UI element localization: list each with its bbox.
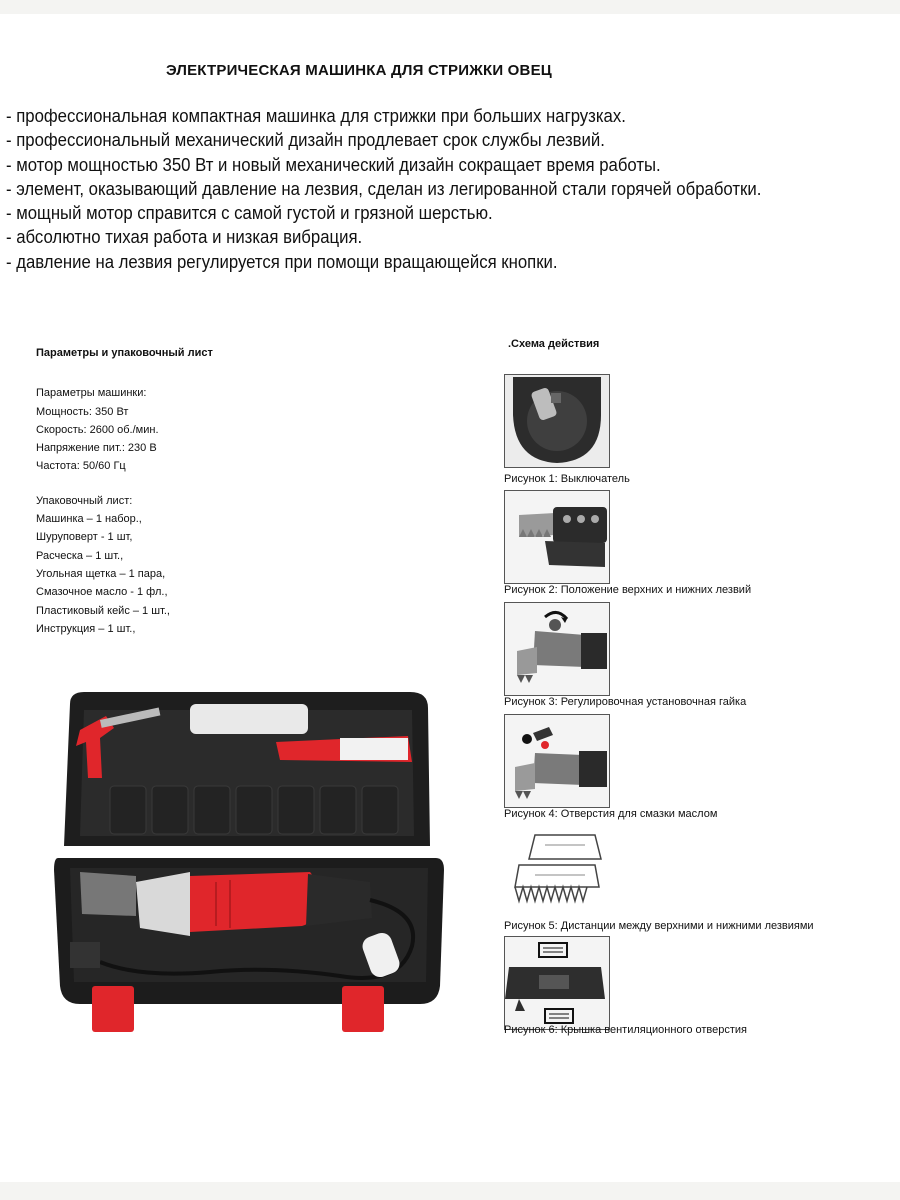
vent-cover-photo — [504, 936, 610, 1030]
clipper-head — [136, 872, 190, 936]
oil-holes-photo — [504, 714, 610, 808]
param-line: Мощность: 350 Вт — [36, 405, 129, 418]
packing-item: Расческа – 1 шт., — [36, 549, 124, 562]
param-line: Напряжение пит.: 230 В — [36, 442, 157, 455]
blade-gap-diagram — [504, 824, 610, 918]
case-handle-label — [190, 704, 308, 734]
packing-item: Угольная щетка – 1 пара, — [36, 567, 166, 580]
switch-photo — [504, 374, 610, 468]
bottom-edge — [0, 1182, 900, 1200]
feature-item: - элемент, оказывающий давление на лезвия, сделан из легированной стали горячей обработки. — [6, 178, 762, 199]
feature-list — [6, 104, 896, 274]
case-illustration — [40, 686, 460, 1036]
feature-item: - профессиональный механический дизайн продлевает срок службы лезвий. — [6, 130, 605, 151]
latch-right — [342, 986, 384, 1032]
feature-item: - мощный мотор справится с самой густой и грязной шерстью. — [6, 203, 493, 224]
feature-item: - давление на лезвия регулируется при помощи вращающейся кнопки. — [6, 251, 558, 272]
machine-params-heading: Параметры машинки: — [36, 387, 147, 400]
packing-item: Шуруповерт - 1 шт, — [36, 531, 133, 544]
param-line: Скорость: 2600 об./мин. — [36, 423, 159, 436]
adjust-nut-photo — [504, 602, 610, 696]
top-edge — [0, 0, 900, 14]
machine-params — [36, 384, 366, 475]
figure-caption: Рисунок 2: Положение верхних и нижних лезвий — [504, 584, 752, 596]
feature-item: - абсолютно тихая работа и низкая вибрация. — [6, 227, 363, 248]
figure-caption: Рисунок 6: Крышка вентиляционного отверстия — [504, 1024, 748, 1036]
page-title: ЭЛЕКТРИЧЕСКАЯ МАШИНКА ДЛЯ СТРИЖКИ ОВЕЦ — [166, 62, 552, 79]
figure-caption: Рисунок 3: Регулировочная установочная гайка — [504, 696, 747, 708]
packing-list — [36, 492, 366, 638]
params-section — [36, 344, 366, 654]
figure-caption: Рисунок 1: Выключатель — [504, 473, 630, 485]
packing-item: Машинка – 1 набор., — [36, 513, 142, 526]
clipper-body — [190, 872, 320, 932]
packing-item: Пластиковый кейс – 1 шт., — [36, 604, 170, 617]
latch-left — [92, 986, 134, 1032]
figure-caption: Рисунок 4: Отверстия для смазки маслом — [504, 808, 718, 820]
params-heading: Параметры и упаковочный лист — [36, 347, 213, 359]
packing-list-heading: Упаковочный лист: — [36, 494, 133, 507]
clipper-blades — [80, 872, 136, 916]
param-line: Частота: 50/60 Гц — [36, 460, 126, 473]
packing-item: Инструкция – 1 шт., — [36, 622, 136, 635]
packing-item: Смазочное масло - 1 фл., — [36, 586, 168, 599]
feature-item: - профессиональная компактная машинка для стрижки при больших нагрузках. — [6, 106, 626, 126]
feature-item: - мотор мощностью 350 Вт и новый механический дизайн сокращает время работы. — [6, 154, 661, 175]
product-case-photo — [40, 686, 460, 1036]
blades-photo — [504, 490, 610, 584]
scheme-title: .Схема действия — [508, 338, 600, 350]
figure-caption: Рисунок 5: Дистанции между верхними и нижними лезвиями — [504, 920, 814, 932]
